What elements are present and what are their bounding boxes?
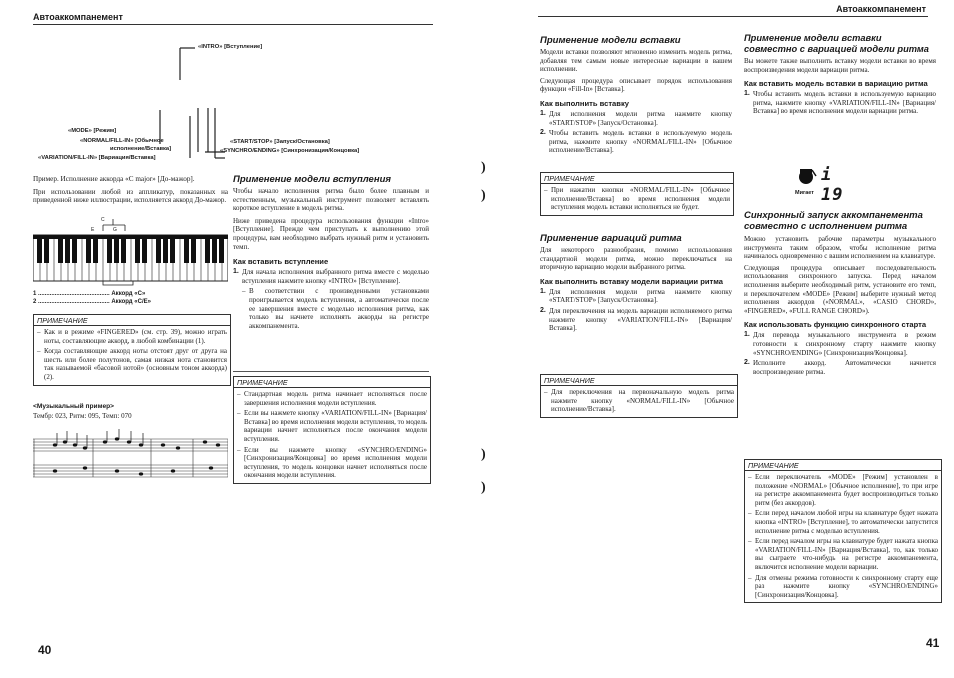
margin-mark: ) xyxy=(481,447,486,462)
note-box-col4 xyxy=(744,459,942,603)
header-left-title: Автоаккомпанемент xyxy=(33,12,123,22)
margin-mark: ) xyxy=(481,188,486,203)
fill-variation-step-1: Чтобы вставить модель вставки в используемую вариацию ритма, нажмите кнопку «VARIATION/FILL-IN» [Вариация/Вставка] во время исполнения модели вариации ритма. xyxy=(753,90,936,116)
callout-synchro: «SYNCHRO/ENDING» [Синхронизация/Концовка] xyxy=(220,148,360,154)
note-item: – Если вы нажмете кнопку «SYNCHRO/ENDING» [Синхронизация/Концовка] во время исполнения модели вступления, то модель концовки начнет исполняться после окончания модели вступления. xyxy=(237,446,427,480)
col3-variation: Применение вариаций ритма Для некоторого разнообразия, помимо использования стандартной модели ритма, можно переключаться на вторичную вариацию модели выбранного ритма. Как выполнить вставку модели вариации ритма 1. Для исполнения модели ритма нажмите кнопку «START/STOP» [Запуск/Остановка]. 2. Для переключения на модель вариации исполняемого ритма нажмите кнопку «VARIATION/FILL-IN» [Вариация/Вставка]. xyxy=(540,233,732,333)
note-title: ПРИМЕЧАНИЕ xyxy=(541,376,737,386)
lcd-label: Мигает xyxy=(795,190,814,196)
variation-step-1: Для исполнения модели ритма нажмите кнопку «START/STOP» [Запуск/Остановка]. xyxy=(549,287,732,305)
intro-p1: Чтобы начало исполнения ритма было более плавным и естественным, музыкальный инструмент позволяет вставлять короткое вступление в модель ритма. xyxy=(233,187,429,213)
variation-p1: Для некоторого разнообразия, помимо использования стандартной модели ритма, можно переключаться на вторичную вариацию модели выбранного ритма. xyxy=(540,246,732,272)
header-right-title: Автоаккомпанемент xyxy=(836,4,926,14)
fill-in-step-1: Для исполнения модели ритма нажмите кнопку «START/STOP» [Запуск/Остановка]. xyxy=(549,109,732,127)
variation-section-title: Применение вариаций ритма xyxy=(540,233,682,244)
col3: Применение модели вставки Модели вставки позволяют мгновенно изменить модель ритма, добавляя тем самым новые интересные вариации в вашем исполнении. Следующая процедура описывает порядок использования функции «Fill-In» [Вставка]. Как выполнить вставку 1. Для исполнения модели ритма нажмите кнопку «START/STOP» [Запуск/Остановка]. 2. Чтобы вставить модель вставки в используемую модель ритма, нажмите кнопку «NORMAL/FILL-IN» [Обычное исполнение/Вставка]. xyxy=(540,35,732,155)
col2: Применение модели вступления Чтобы начало исполнения ритма было более плавным и естественным, музыкальный инструмент позволяет вставлять короткое вступление в модель ритма. Ниже приведена процедура использования функции «Intro» [Вступление]. Прежде чем приступать к выполнению этой процедуры, вам необходимо выбрать нужный ритм и установить темп. Как вставить вступление 1. Для начала исполнения выбранного ритма вместе с моделью вступления нажмите кнопку «INTRO» [Вступление]. – В соответствии с произведенными установками проигрывается модель вступления, а автоматически после ее завершения вместе с моделью исполнения ритма, как только вы начнете исполнять аккорды на регистре аккомпанемента. xyxy=(233,174,429,330)
note-item: – Когда составляющие аккорд ноты отстоят друг от друга на шесть или более полутонов, самая низкая нота становится так называемой «басовой нотой» (основным тоном аккорда) (2). xyxy=(37,347,227,381)
note-item: – Если перед началом игры на клавиатуре будет нажата кнопка «VARIATION/FILL-IN» [Вариация/Вставка], то, как только вы сыграете что-нибудь на регистре аккомпанемента, включится исполнение модели вариации. xyxy=(748,537,938,571)
intro-p2: Ниже приведена процедура использования функции «Intro» [Вступление]. Прежде чем приступать к выполнению этой процедуры, вам необходимо выбрать нужный ритм и установить темп. xyxy=(233,216,429,251)
fill-variation-section-title: Применение модели вставки совместно с вариацией модели ритма xyxy=(744,33,929,54)
intro-step-1: Для начала исполнения выбранного ритма вместе с моделью вступления нажмите кнопку «INTRO» [Вступление]. xyxy=(242,268,429,285)
label-g-top: G xyxy=(113,227,117,233)
sync-step-1: Для перевода музыкального инструмента в режим готовности к синхронному старту нажмите кнопку «SYNCHRO/ENDING» [Синхронизация/Концовка]. xyxy=(753,331,936,357)
variation-subtitle: Как выполнить вставку модели вариации ритма xyxy=(540,276,723,286)
fill-in-subtitle: Как выполнить вставку xyxy=(540,98,629,108)
music-score xyxy=(33,425,228,495)
intro-step-1b: – В соответствии с произведенными установками проигрывается модель вступления, а автоматически после ее завершения вместе с моделью исполнения ритма, как только вы начнете исполнять аккорды на регистре аккомпанемента. xyxy=(233,287,429,330)
example-title: Пример. Исполнение аккорда «C major» [До-мажор]. xyxy=(33,175,195,183)
note-box-col3b xyxy=(540,374,738,418)
music-example-title: <Музыкальный пример> xyxy=(33,403,115,410)
callout-start: «START/STOP» [Запуск/Остановка] xyxy=(230,139,330,145)
label-e-top: E xyxy=(91,227,95,233)
callout-intro: «INTRO» [Вступление] xyxy=(198,44,263,50)
note-box-col2 xyxy=(233,376,431,484)
lcd-value: i 19 xyxy=(821,165,844,205)
fill-variation-p1: Вы можете также выполнить вставку модели вставки во время воспроизведения модели вариации ритма. xyxy=(744,57,936,74)
note-box-col3a xyxy=(540,172,734,216)
note-title: ПРИМЕЧАНИЕ xyxy=(234,378,430,388)
col2-divider xyxy=(233,371,429,372)
variation-step-2: Для переключения на модель вариации исполняемого ритма нажмите кнопку «VARIATION/FILL-IN» [Вариация/Вставка]. xyxy=(549,306,732,333)
note-item: – При нажатии кнопки «NORMAL/FILL-IN» [Обычное исполнение/Вставка] во время исполнения модели вступления модель вставки исполняться не будет. xyxy=(544,186,730,212)
margin-mark: ) xyxy=(481,480,486,495)
note-item: – Если вы нажмете кнопку «VARIATION/FILL-IN» [Вариация/Вставка] во время исполнения модели вступления, то модель вариации начнет исполняться после окончания модели вступления. xyxy=(237,409,427,443)
note-item: – Для отмены режима готовности к синхронному старту еще раз нажмите кнопку «SYNCHRO/ENDING» [Синхронизация/Концовка]. xyxy=(748,574,938,600)
fill-variation-subtitle: Как вставить модель вставки в вариацию ритма xyxy=(744,79,928,89)
col4-sync: Синхронный запуск аккомпанемента совместно с исполнением ритма Можно установить рабочие параметры музыкального инструмента таким образом, чтобы исполнение ритма начиналось одновременно с вашим исполнением на клавиатуре. Следующая процедура описывает последовательность использования синхронного запуска. Перед началом исполнения выберите необходимый ритм, установите его темп, и переключателем «MODE» [Режим] выберите нужный метод исполнения аккордов («NORMAL», «CASIO CHORD», «FINGERED», «FULL RANGE CHORD»). Как использовать функцию синхронного старта 1. Для перевода музыкального инструмента в режим готовности к синхронному старту нажмите кнопку «SYNCHRO/ENDING» [Синхронизация/Концовка]. 2. Исполните аккорд. Автоматически начнется воспроизведение ритма. xyxy=(744,210,936,376)
page-number-right: 41 xyxy=(926,636,940,650)
callout-normal-2: исполнение/Вставка] xyxy=(110,146,172,152)
fill-in-step-2: Чтобы вставить модель вставки в используемую модель ритма, нажмите кнопку «NORMAL/FILL-IN» [Обычное исполнение/Вставка]. xyxy=(549,129,732,155)
sync-subtitle: Как использовать функцию синхронного старта xyxy=(744,320,927,330)
keyboard-illustration xyxy=(33,215,228,290)
note-box-col1 xyxy=(33,314,231,386)
fill-in-p1: Модели вставки позволяют мгновенно изменить модель ритма, добавляя тем самым новые интересные вариации в вашем исполнении. xyxy=(540,48,732,74)
note-title: ПРИМЕЧАНИЕ xyxy=(745,461,941,471)
example-text: При использовании любой из аппликатур, показанных на приведенной ниже иллюстрации, исполняется аккорд До-мажор. xyxy=(33,187,228,205)
callout-normal: «NORMAL/FILL-IN» [Обычное xyxy=(80,138,164,144)
header-rule-right xyxy=(538,16,928,17)
chord-row-2: 2 ........................................... Аккорд «C/E» xyxy=(33,299,151,305)
margin-mark: ) xyxy=(481,160,486,175)
note-item: – Если перед началом любой игры на клавиатуре будет нажата кнопка «INTRO» [Вступление], то автоматически запустится исполнение ритма с моделью вступления. xyxy=(748,509,938,535)
note-item: – Стандартная модель ритма начинает исполняться после завершения исполнения модели вступления. xyxy=(237,390,427,407)
callout-mode: «MODE» [Режим] xyxy=(68,128,117,134)
note-title: ПРИМЕЧАНИЕ xyxy=(541,174,733,184)
intro-subtitle: Как вставить вступление xyxy=(233,257,329,267)
drum-icon xyxy=(796,167,818,187)
callout-variation: «VARIATION/FILL-IN» [Вариация/Вставка] xyxy=(38,155,156,161)
label-c-top: C xyxy=(101,217,105,223)
header-rule-left xyxy=(33,24,433,25)
sync-step-2: Исполните аккорд. Автоматически начнется воспроизведение ритма. xyxy=(753,359,936,376)
note-item: – Как и в режиме «FINGERED» (см. стр. 39), можно играть ноты, составляющие аккорд, в любой комбинации (1). xyxy=(37,328,227,345)
page-number-left: 40 xyxy=(38,643,52,657)
col4: Применение модели вставки совместно с вариацией модели ритма Вы можете также выполнить вставку модели вставки во время воспроизведения модели вариации ритма. Как вставить модель вставки в вариацию ритма 1. Чтобы вставить модель вставки в используемую вариацию ритма, нажмите кнопку «VARIATION/FILL-IN» [Вариация/Вставка] во время исполнения модели вариации ритма. xyxy=(744,33,936,116)
intro-section-title: Применение модели вступления xyxy=(233,174,391,185)
sync-p1: Можно установить рабочие параметры музыкального инструмента таким образом, чтобы исполнение ритма начиналось одновременно с вашим исполнением на клавиатуре. xyxy=(744,235,936,261)
sync-p2: Следующая процедура описывает последовательность использования синхронного запуска. Перед началом исполнения выберите необходимый ритм, установите его темп, и переключателем «MODE» [Режим] выберите нужный метод исполнения аккордов («NORMAL», «CASIO CHORD», «FINGERED», «FULL RANGE CHORD»). xyxy=(744,263,936,315)
chord-row-1: 1 ........................................... Аккорд «C» xyxy=(33,291,146,297)
note-title: ПРИМЕЧАНИЕ xyxy=(34,316,230,326)
music-tempo: Тембр: 023, Ритм: 095, Темп: 070 xyxy=(33,411,132,420)
sync-section-title: Синхронный запуск аккомпанемента совместно с исполнением ритма xyxy=(744,210,923,232)
button-callout-diagram xyxy=(30,40,440,165)
fill-in-p2: Следующая процедура описывает порядок использования функции «Fill-In» [Вставка]. xyxy=(540,76,732,94)
note-item: – Если переключатель «MODE» [Режим] установлен в положение «NORMAL» [Обычное исполнение], то при игре на регистре аккомпанемента будет воспроизводиться только ритм (без аккордов). xyxy=(748,473,938,507)
fill-in-section-title: Применение модели вставки xyxy=(540,35,681,46)
note-item: – Для переключения на первоначальную модель ритма нажмите кнопку «NORMAL/FILL-IN» [Обычное исполнение/Вставка]. xyxy=(544,388,734,414)
